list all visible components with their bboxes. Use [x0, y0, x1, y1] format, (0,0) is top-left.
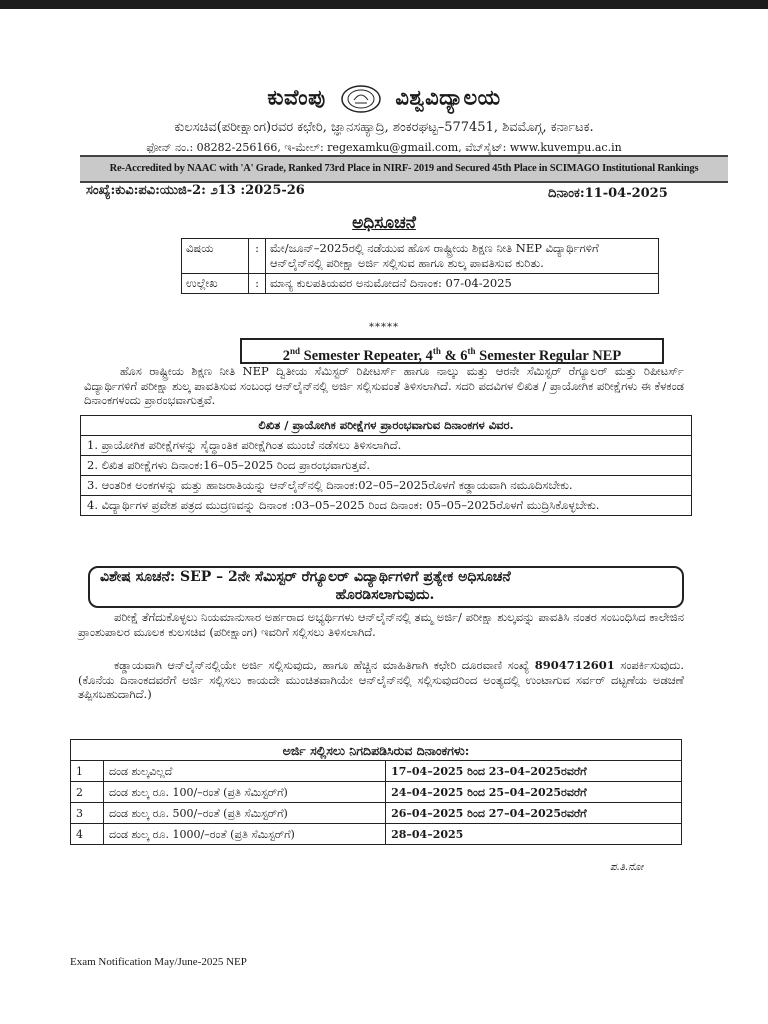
semester-sup-1: nd	[290, 346, 301, 356]
special-notice-line2: ಹೊರಡಿಸಲಾಗುವುದು.	[335, 587, 435, 603]
fee-row-fee: ದಂಡ ಶುಲ್ಕ ರೂ. 500/–ರಂತೆ (ಪ್ರತಿ ಸೆಮಿಸ್ಟರ್‌ಗೆ)	[104, 803, 386, 824]
initials: ಪ.ತಿ.ನೋ	[610, 862, 644, 873]
reference-label: ಉಲ್ಲೇಖ	[182, 274, 249, 294]
fee-row-fee: ದಂಡ ಶುಲ್ಕ ರೂ. 100/–ರಂತೆ (ಪ್ರತಿ ಸೆಮಿಸ್ಟರ್‌ಗೆ)	[104, 782, 386, 803]
subject-text: ಮೇ/ಜೂನ್–2025ರಲ್ಲಿ ನಡೆಯುವ ಹೊಸ ರಾಷ್ಟ್ರೀಯ ಶಿಕ್ಷಣ ನೀತಿ NEP ವಿದ್ಯಾರ್ಥಿಗಳಿಗೆ ಆನ್‌ಲೈನ್‌ನಲ್ಲಿ ಪರೀಕ್ಷಾ ಅರ್ಜಿ ಸಲ್ಲಿಸುವ ಹಾಗೂ ಶುಲ್ಕ ಪಾವತಿಸುವ ಕುರಿತು.	[266, 239, 659, 274]
body-paragraph-2-end: ಸಂಪರ್ಕಿಸುವುದು. (ಕೊನೆಯ ದಿನಾಂಕದವರೆಗೆ ಅರ್ಜಿ ಸಲ್ಲಿಸಲು ಕಾಯದೇ ಮುಂಚಿತವಾಗಿಯೇ ಆನ್‌ಲೈನ್‌ನಲ್ಲಿ ಸಲ್ಲಿಸುವುದರಿಂದ ಅಂತ್ಯದಲ್ಲಿ ಉಂಟಾಗುವ ಸರ್ವರ್ ದಟ್ಟಣೆಯ ಅಡಚಣೆ ತಪ್ಪಿಸಬಹುದಾಗಿದೆ.)	[78, 658, 685, 701]
footer-label: Exam Notification May/June-2025 NEP	[70, 956, 247, 968]
notice-title: ಅಧಿಸೂಚನೆ	[352, 213, 416, 233]
fee-schedule-table	[70, 739, 682, 845]
exam-schedule-table	[80, 415, 692, 516]
table-row	[71, 761, 682, 782]
fee-row-number: 1	[71, 761, 104, 782]
semester-text-2: &	[440, 347, 461, 364]
table-row	[81, 436, 692, 456]
fee-header-row	[71, 740, 682, 761]
accreditation-banner: Re-Accredited by NAAC with 'A' Grade, Ranked 73rd Place in NIRF- 2019 and Secured 45th Place in SCIMAGO Institutional Rankings	[80, 155, 728, 183]
fee-row-dates: 28–04–2025	[386, 824, 682, 845]
semester-num-1: 2	[282, 347, 291, 364]
semester-text-1: Semester Repeater,	[300, 347, 426, 364]
university-seal-icon	[340, 84, 382, 114]
intro-paragraph: ಹೊಸ ರಾಷ್ಟ್ರೀಯ ಶಿಕ್ಷಣ ನೀತಿ NEP ದ್ವಿತೀಯ ಸೆಮಿಸ್ಟರ್ ರಿಪೀಟರ್ಸ್ ಹಾಗೂ ನಾಲ್ಕು ಮತ್ತು ಆರನೇ ಸೆಮಿಸ್ಟರ್ ರೆಗ್ಯೂಲರ್ ಮತ್ತು ರಿಪೀಟರ್ಸ್ ವಿದ್ಯಾರ್ಥಿಗಳಿಗೆ ಪರೀಕ್ಷಾ ಶುಲ್ಕ ಪಾವತಿಸುವ ಸಂಬಂಧ ಆನ್‌ಲೈನ್‌ನಲ್ಲಿ ಅರ್ಜಿ ಸಲ್ಲಿಸುವಂತೆ ತಿಳಿಸಲಾಗಿದೆ. ಸದರಿ ಪದವಿಗಳ ಲಿಖಿತ / ಪ್ರಾಯೋಗಿಕ ಪರೀಕ್ಷೆಗಳು ಈ ಕೆಳಕಂಡ ದಿನಾಂಕಗಳಂದು ಪ್ರಾರಂಭವಾಗುತ್ತವೆ.	[84, 364, 684, 407]
table-row	[81, 456, 692, 476]
table-row	[81, 476, 692, 496]
special-notice	[100, 568, 670, 604]
semester-text-3: Semester Regular NEP	[475, 347, 622, 364]
fee-row-fee: ದಂಡ ಶುಲ್ಕ ರೂ. 1000/–ರಂತೆ (ಪ್ರತಿ ಸೆಮಿಸ್ಟರ್‌ಗೆ)	[104, 824, 386, 845]
exam-header-row	[81, 416, 692, 436]
reference-row	[182, 274, 659, 294]
exam-row-2: 2. ಲಿಖಿತ ಪರೀಕ್ಷೆಗಳು ದಿನಾಂಕ:16–05–2025 ರಿಂದ ಪ್ರಾರಂಭವಾಗುತ್ತವೆ.	[81, 456, 692, 476]
notice-date: ದಿನಾಂಕ:11-04-2025	[548, 186, 668, 201]
exam-row-3: 3. ಆಂತರಿಕ ಅಂಕಗಳನ್ನು ಮತ್ತು ಹಾಜರಾತಿಯನ್ನು ಆನ್‌ಲೈನ್‌ನಲ್ಲಿ ದಿನಾಂಕ:02–05–2025ರೊಳಗೆ ಕಡ್ಡಾಯವಾಗಿ ನಮೂದಿಸಬೇಕು.	[81, 476, 692, 496]
office-phone-number: 8904712601	[534, 658, 615, 672]
fee-row-fee: ದಂಡ ಶುಲ್ಕವಿಲ್ಲದೆ	[104, 761, 386, 782]
top-border	[0, 0, 768, 9]
table-row	[81, 496, 692, 516]
fee-row-dates: 26–04–2025 ರಿಂದ 27–04–2025ರವರೆಗೆ	[386, 803, 682, 824]
body-paragraph-2	[78, 658, 684, 702]
exam-row-4: 4. ವಿದ್ಯಾರ್ಥಿಗಳ ಪ್ರವೇಶ ಪತ್ರದ ಮುದ್ರಣವನ್ನು ದಿನಾಂಕ :03–05–2025 ರಿಂದ ದಿನಾಂಕ: 05–05–2025ರೊಳಗೆ ಮುದ್ರಿಸಿಕೊಳ್ಳಬೇಕು.	[81, 496, 692, 516]
reference-number: ಸಂಖ್ಯೆ:ಕುವಿ:ಪವಿ:ಯುಜಿ-2: ೨13 :2025-26	[86, 183, 305, 198]
fee-table-header: ಅರ್ಜಿ ಸಲ್ಲಿಸಲು ನಿಗದಿಪಡಿಸಿರುವ ದಿನಾಂಕಗಳು:	[71, 740, 682, 761]
table-row	[71, 782, 682, 803]
fee-row-number: 2	[71, 782, 104, 803]
semester-num-3: 6	[460, 347, 468, 364]
reference-colon: :	[249, 274, 266, 294]
semester-sup-3: th	[467, 346, 476, 356]
fee-row-dates: 17–04–2025 ರಿಂದ 23–04–2025ರವರೆಗೆ	[386, 761, 682, 782]
exam-row-1: 1. ಪ್ರಾಯೋಗಿಕ ಪರೀಕ್ಷೆಗಳನ್ನು ಸೈದ್ಧಾಂತಿಕ ಪರೀಕ್ಷೆಗಿಂತ ಮುಂಚೆ ನಡೆಸಲು ತಿಳಿಸಲಾಗಿದೆ.	[81, 436, 692, 456]
reference-text: ಮಾನ್ಯ ಕುಲಪತಿಯವರ ಅನುಮೋದನೆ ದಿನಾಂಕ: 07-04-2025	[266, 274, 659, 294]
separator-stars: *****	[369, 322, 399, 333]
exam-table-header: ಲಿಖಿತ / ಪ್ರಾಯೋಗಿಕ ಪರೀಕ್ಷೆಗಳ ಪ್ರಾರಂಭವಾಗುವ ದಿನಾಂಕಗಳ ವಿವರ.	[81, 416, 692, 436]
table-row	[71, 824, 682, 845]
body-paragraph-2-start: ಕಡ್ಡಾಯವಾಗಿ ಆನ್‌ಲೈನ್‌ನಲ್ಲಿಯೇ ಅರ್ಜಿ ಸಲ್ಲಿಸುವುದು, ಹಾಗೂ ಹೆಚ್ಚಿನ ಮಾಹಿತಿಗಾಗಿ ಕಛೇರಿ ದೂರವಾಣಿ ಸಂಖ್ಯೆ	[114, 658, 530, 672]
contact-details: ಫೋನ್ ನಂ.: 08282-256166, ಇ-ಮೇಲ್: regexamku@gmail.com, ವೆಬ್‌ಸೈಟ್: www.kuvempu.ac.in	[146, 141, 622, 154]
semester-sup-2: th	[432, 346, 441, 356]
fee-row-number: 3	[71, 803, 104, 824]
table-row	[71, 803, 682, 824]
office-address: ಕುಲಸಚಿವ(ಪರೀಕ್ಷಾಂಗ)ರವರ ಕಛೇರಿ, ಜ್ಞಾನಸಹ್ಯಾದ್ರಿ, ಶಂಕರಘಟ್ಟ–577451, ಶಿವಮೊಗ್ಗ, ಕರ್ನಾಟಕ.	[174, 120, 594, 135]
semester-heading	[240, 338, 664, 364]
subject-row	[182, 239, 659, 274]
subject-colon: :	[249, 239, 266, 274]
university-name-left: ಕುವೆಂಪು	[267, 84, 326, 110]
subject-table	[181, 238, 659, 294]
special-notice-line1: ವಿಶೇಷ ಸೂಚನೆ: SEP – 2ನೇ ಸೆಮಿಸ್ಟರ್ ರೆಗ್ಯೂಲರ್ ವಿದ್ಯಾರ್ಥಿಗಳಿಗೆ ಪ್ರತ್ಯೇಕ ಅಧಿಸೂಚನೆ	[100, 569, 511, 585]
fee-row-number: 4	[71, 824, 104, 845]
fee-row-dates: 24–04–2025 ರಿಂದ 25–04–2025ರವರೆಗೆ	[386, 782, 682, 803]
semester-num-2: 4	[425, 347, 433, 364]
university-name-right: ವಿಶ್ವವಿದ್ಯಾಲಯ	[395, 84, 501, 110]
university-title	[0, 84, 768, 114]
body-paragraph-1: ಪರೀಕ್ಷೆ ತೆಗೆದುಕೊಳ್ಳಲು ನಿಯಮಾನುಸಾರ ಅರ್ಹರಾದ ಅಭ್ಯರ್ಥಿಗಳು ಆನ್‌ಲೈನ್‌ನಲ್ಲಿ ತಮ್ಮ ಅರ್ಜಿ/ ಪರೀಕ್ಷಾ ಶುಲ್ಕವನ್ನು ಪಾವತಿಸಿ ನಂತರ ಸಂಬಂಧಿಸಿದ ಕಾಲೇಜಿನ ಪ್ರಾಂಶುಪಾಲರ ಮೂಲಕ ಕುಲಸಚಿವ (ಪರೀಕ್ಷಾಂಗ) ಇವರಿಗೆ ಸಲ್ಲಿಸಲು ತಿಳಿಸಲಾಗಿದೆ.	[78, 610, 684, 639]
subject-label: ವಿಷಯ	[182, 239, 249, 274]
